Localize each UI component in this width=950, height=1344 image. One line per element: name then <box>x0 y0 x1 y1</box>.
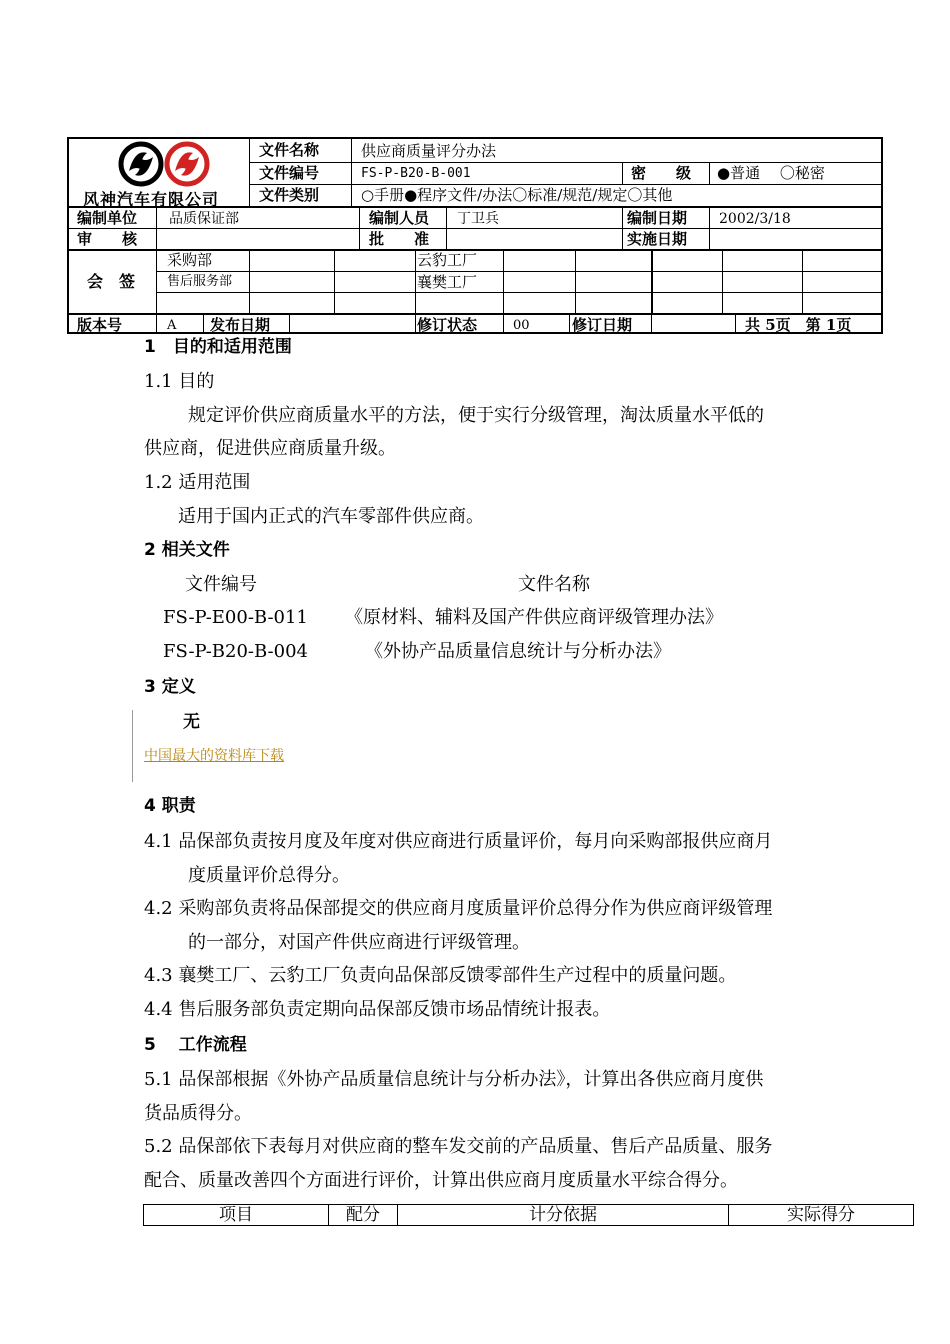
sign-dept-xiangfan: 襄樊工厂 <box>417 273 478 291</box>
label-doc-type: 文件类别 <box>259 186 320 204</box>
label-sign: 会 签 <box>87 272 136 291</box>
section-1-1-text-line1: 规定评价供应商质量水平的方法，便于实行分级管理，淘汰质量水平低的 <box>170 405 764 426</box>
value-rev-status: 00 <box>513 318 530 333</box>
label-review: 审 核 <box>77 230 138 248</box>
section-2-heading: 2 相关文件 <box>144 540 230 560</box>
dongfeng-logo-icon <box>117 141 213 187</box>
company-name: 风神汽车有限公司 <box>83 190 220 209</box>
section-3-heading: 3 定义 <box>144 677 196 697</box>
download-link[interactable]: 中国最大的资料库下载 <box>144 748 284 764</box>
label-doc-name: 文件名称 <box>259 141 320 159</box>
section-3-text: 无 <box>183 712 200 732</box>
section-1-2-heading: 1.2 适用范围 <box>144 472 251 493</box>
ref-row-1-name: 《原材料、辅料及国产件供应商评级管理办法》 <box>345 607 723 628</box>
section-4-heading: 4 职责 <box>144 796 196 816</box>
sign-dept-aftersales: 售后服务部 <box>167 274 233 289</box>
value-unit: 品质保证部 <box>169 211 239 227</box>
section-4-1-line2: 度质量评价总得分。 <box>188 865 350 886</box>
label-version: 版本号 <box>77 316 123 334</box>
section-4-2-line2: 的一部分，对国产件供应商进行评级管理。 <box>188 932 530 953</box>
col-item: 项目 <box>144 1205 329 1225</box>
sign-dept-yunbao: 云豹工厂 <box>417 251 478 269</box>
ref-row-1-number: FS-P-E00-B-011 <box>163 607 308 628</box>
ref-row-2-number: FS-P-B20-B-004 <box>163 641 308 662</box>
label-approve: 批 准 <box>369 230 430 248</box>
section-5-heading: 5 工作流程 <box>144 1035 247 1055</box>
col-points: 配分 <box>329 1205 398 1225</box>
document-control-table <box>67 137 883 334</box>
label-rev-date: 修订日期 <box>572 316 633 334</box>
label-effective: 实施日期 <box>627 230 688 248</box>
section-5-2-line2: 配合、质量改善四个方面进行评价，计算出供应商月度质量水平综合得分。 <box>144 1170 738 1191</box>
section-1-1-heading: 1.1 目的 <box>144 371 215 392</box>
label-author: 编制人员 <box>369 209 430 227</box>
page-count: 共 5页 第 1页 <box>745 316 852 334</box>
label-unit: 编制单位 <box>77 209 138 227</box>
label-secret: 密 级 <box>631 164 692 182</box>
value-doc-type: ○手册●程序文件/办法〇标准/规范/规定〇其他 <box>361 186 673 204</box>
section-4-4: 4.4 售后服务部负责定期向品保部反馈市场品情统计报表。 <box>144 999 611 1020</box>
sign-dept-purchasing: 采购部 <box>167 251 213 269</box>
scoring-table-header <box>143 1204 914 1226</box>
ref-row-2-name: 《外协产品质量信息统计与分析办法》 <box>365 641 671 662</box>
value-doc-name: 供应商质量评分办法 <box>361 142 497 160</box>
value-version: A <box>167 318 177 333</box>
section-5-1-line1: 5.1 品保部根据《外协产品质量信息统计与分析办法》，计算出各供应商月度供 <box>144 1069 764 1090</box>
value-date: 2002/3/18 <box>719 211 791 227</box>
col-actual: 实际得分 <box>787 1205 855 1225</box>
ref-col-number: 文件编号 <box>185 574 257 595</box>
value-author: 丁卫兵 <box>457 211 499 227</box>
col-basis: 计分依据 <box>398 1205 729 1225</box>
label-date: 编制日期 <box>627 209 688 227</box>
section-1-heading: 1 目的和适用范围 <box>144 337 292 357</box>
section-4-2-line1: 4.2 采购部负责将品保部提交的供应商月度质量评价总得分作为供应商评级管理 <box>144 898 773 919</box>
section-4-1-line1: 4.1 品保部负责按月度及年度对供应商进行质量评价，每月向采购部报供应商月 <box>144 831 773 852</box>
value-doc-no: FS-P-B20-B-001 <box>361 166 471 181</box>
label-rev-status: 修订状态 <box>417 316 478 334</box>
ref-col-name: 文件名称 <box>518 574 590 595</box>
value-secret: ●普通 〇秘密 <box>717 164 825 182</box>
section-5-1-line2: 货品质得分。 <box>144 1103 252 1124</box>
label-release-date: 发布日期 <box>210 316 271 334</box>
section-4-3: 4.3 襄樊工厂、云豹工厂负责向品保部反馈零部件生产过程中的质量问题。 <box>144 965 737 986</box>
revision-bar <box>132 710 133 782</box>
label-doc-no: 文件编号 <box>259 164 320 182</box>
section-1-2-text: 适用于国内正式的汽车零部件供应商。 <box>178 506 484 527</box>
section-1-1-text-line2: 供应商，促进供应商质量升级。 <box>144 438 396 459</box>
section-5-2-line1: 5.2 品保部依下表每月对供应商的整车发交前的产品质量、售后产品质量、服务 <box>144 1136 773 1157</box>
